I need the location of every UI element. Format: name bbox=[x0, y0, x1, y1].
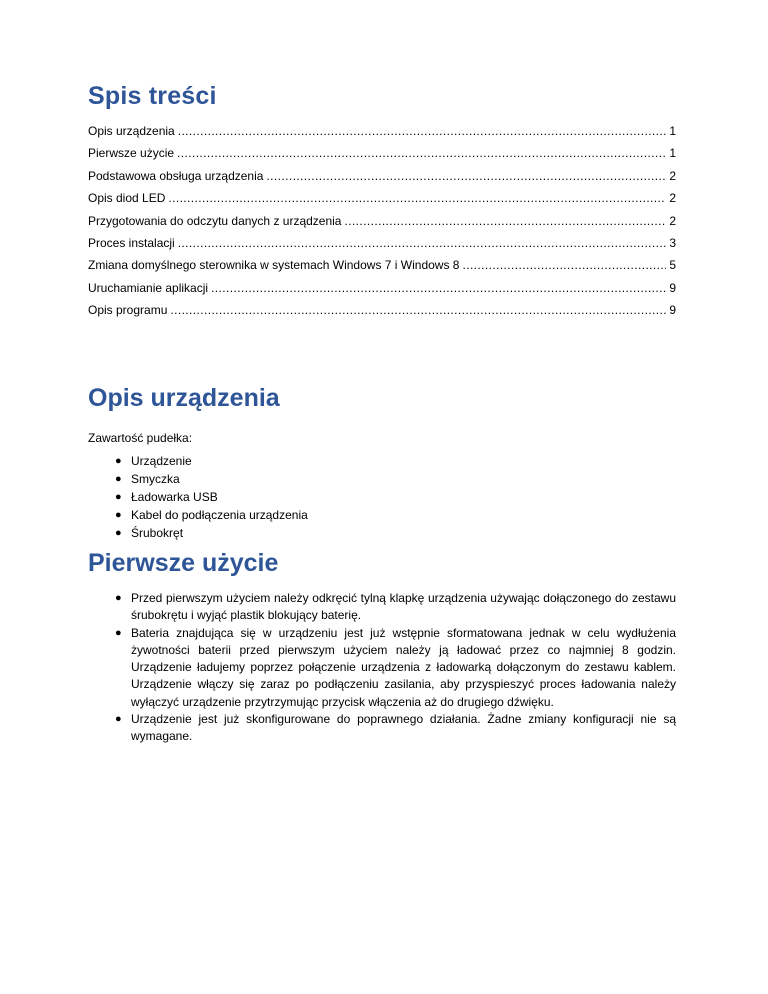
toc-dot-leader bbox=[177, 144, 666, 162]
toc-entry-page: 9 bbox=[669, 303, 676, 318]
toc-entry-label: Proces instalacji bbox=[88, 235, 175, 250]
list-item bbox=[88, 625, 676, 711]
bullet-icon: ● bbox=[115, 473, 122, 485]
toc-dot-leader bbox=[211, 279, 666, 297]
list-item bbox=[88, 590, 676, 625]
box-contents-intro: Zawartość pudełka: bbox=[88, 431, 193, 445]
bullet-icon: ● bbox=[115, 509, 122, 521]
section-heading-first-use: Pierwsze użycie bbox=[88, 549, 279, 577]
table-of-contents bbox=[88, 122, 676, 324]
toc-entry[interactable] bbox=[88, 212, 676, 234]
toc-dot-leader bbox=[178, 122, 667, 140]
toc-entry[interactable] bbox=[88, 256, 676, 278]
list-item-text: Urządzenie jest już skonfigurowane do poprawnego działania. Żadne zmiany konfiguracji nie są wymagane. bbox=[131, 712, 676, 744]
list-item-text: Bateria znajdująca się w urządzeniu jest już wstępnie sformatowana jednak w celu wydłużenia żywotności baterii przed pierwszym użyciem należy ją ładować przez co najmniej 8 godzin. Urządzenie ładujemy poprzez połączenie urządzenia z ładowarką dołączonym do zestawu kablem. Urządzenie włączy się zaraz po podłączeniu zasilania, aby przyspieszyć proces ładowania należy wyłączyć urządzenie przytrzymując przycisk włączenia aż do drugiego dźwięku. bbox=[131, 625, 676, 709]
list-item-text: Przed pierwszym użyciem należy odkręcić tylną klapkę urządzenia używając dołączonego do zestawu śrubokrętu i wyjąć plastik blokujący baterię. bbox=[131, 591, 676, 623]
list-item bbox=[88, 470, 308, 488]
list-item bbox=[88, 488, 308, 506]
list-item bbox=[88, 711, 676, 746]
toc-entry-page: 2 bbox=[669, 213, 676, 228]
list-item-text: Smyczka bbox=[131, 472, 180, 486]
toc-title: Spis treści bbox=[88, 82, 217, 110]
toc-entry-page: 5 bbox=[669, 258, 676, 273]
toc-entry-page: 9 bbox=[669, 280, 676, 295]
bullet-icon: ● bbox=[115, 527, 122, 539]
toc-dot-leader bbox=[170, 301, 666, 319]
toc-dot-leader bbox=[266, 167, 666, 185]
toc-entry-label: Opis urządzenia bbox=[88, 124, 175, 138]
bullet-icon: ● bbox=[115, 491, 122, 503]
bullet-icon: ● bbox=[115, 592, 122, 604]
list-item bbox=[88, 452, 308, 470]
toc-entry-page: 1 bbox=[669, 124, 676, 138]
box-contents-list bbox=[88, 452, 308, 542]
toc-entry-page: 2 bbox=[669, 191, 676, 206]
toc-entry-label: Pierwsze użycie bbox=[88, 146, 175, 161]
toc-entry[interactable] bbox=[88, 122, 676, 144]
toc-entry-label: Opis programu bbox=[88, 303, 168, 318]
section-heading-device-description: Opis urządzenia bbox=[88, 384, 280, 412]
toc-entry-page: 2 bbox=[669, 168, 676, 183]
list-item-text: Śrubokręt bbox=[131, 526, 184, 540]
toc-entry-label: Zmiana domyślnego sterownika w systemach Windows 7 i Windows 8 bbox=[88, 258, 460, 273]
bullet-icon: ● bbox=[115, 713, 122, 726]
toc-dot-leader bbox=[178, 234, 667, 252]
list-item bbox=[88, 506, 308, 524]
toc-entry-label: Przygotowania do odczytu danych z urządzenia bbox=[88, 213, 342, 228]
toc-dot-leader bbox=[168, 189, 666, 207]
toc-entry[interactable] bbox=[88, 144, 676, 166]
list-item-text: Ładowarka USB bbox=[131, 490, 218, 504]
toc-entry-page: 3 bbox=[669, 235, 676, 250]
toc-entry-label: Opis diod LED bbox=[88, 191, 166, 206]
first-use-list bbox=[88, 590, 676, 746]
list-item-text: Urządzenie bbox=[131, 454, 192, 468]
list-item bbox=[88, 524, 308, 542]
toc-entry[interactable] bbox=[88, 279, 676, 301]
toc-entry[interactable] bbox=[88, 189, 676, 211]
toc-entry-label: Uruchamianie aplikacji bbox=[88, 280, 209, 295]
list-item-text: Kabel do podłączenia urządzenia bbox=[131, 508, 308, 522]
toc-dot-leader bbox=[344, 212, 666, 230]
toc-entry[interactable] bbox=[88, 301, 676, 323]
toc-entry-label: Podstawowa obsługa urządzenia bbox=[88, 168, 264, 183]
bullet-icon: ● bbox=[115, 455, 122, 467]
toc-dot-leader bbox=[462, 256, 666, 274]
toc-entry-page: 1 bbox=[669, 146, 676, 161]
bullet-icon: ● bbox=[115, 626, 122, 639]
toc-entry[interactable] bbox=[88, 167, 676, 189]
toc-entry[interactable] bbox=[88, 234, 676, 256]
